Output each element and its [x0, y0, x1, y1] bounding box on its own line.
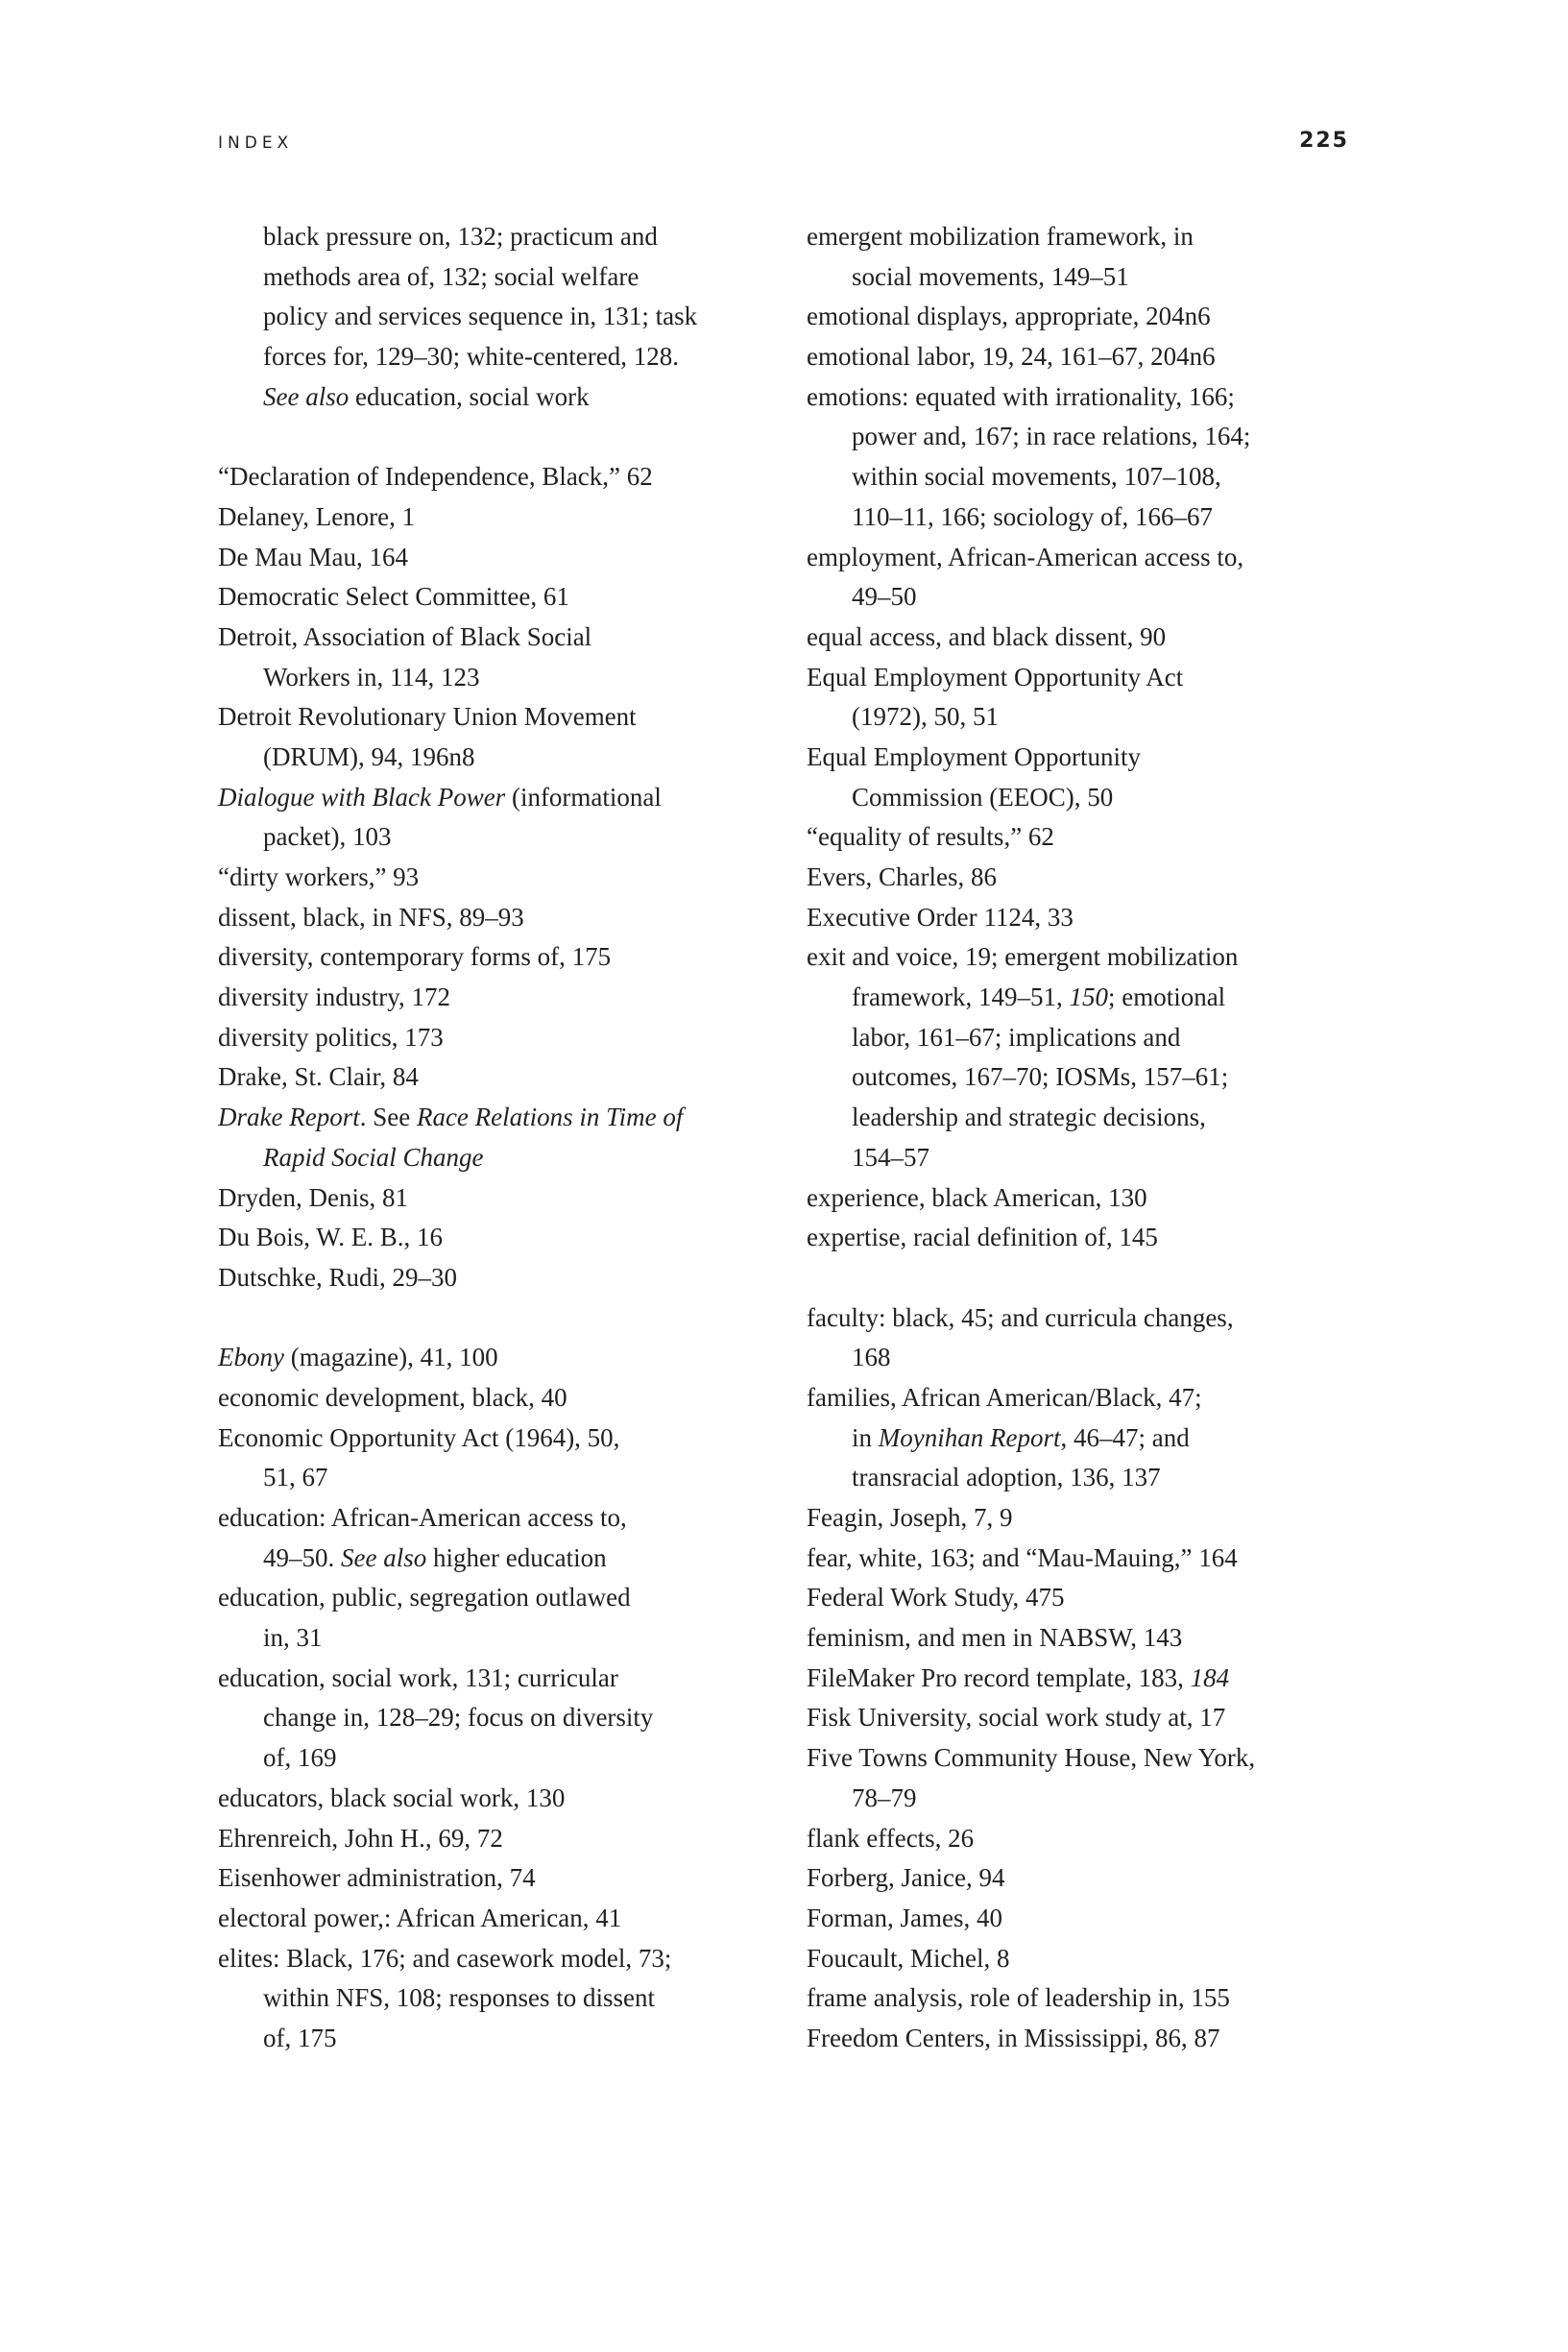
index-entry-continuation-line	[218, 337, 794, 377]
index-entry-continuation-line	[807, 978, 1383, 1018]
index-entry	[218, 1858, 794, 1899]
index-entry-continuation-line	[807, 1018, 1383, 1058]
entry-text: education, social work	[349, 381, 590, 411]
index-entry-continuation-line	[218, 1738, 794, 1779]
index-entry-line	[807, 1659, 1383, 1699]
index-entry-continuation-line	[807, 457, 1383, 497]
entry-text: within NFS, 108; responses to dissent	[263, 1983, 656, 2013]
entry-text: Equal Employment Opportunity	[807, 741, 1141, 771]
entry-text: of, 169	[263, 1743, 337, 1773]
entry-text: 168	[852, 1343, 891, 1372]
index-entry	[218, 1178, 794, 1219]
running-head: INDEX	[218, 133, 294, 153]
index-entry-continuation-line	[807, 1338, 1383, 1378]
index-entry-line	[218, 1218, 794, 1258]
entry-text: in	[852, 1422, 879, 1452]
entry-text: Freedom Centers, in Mississippi, 86, 87	[807, 2023, 1220, 2052]
index-entry	[218, 618, 794, 697]
entry-text: change in, 128–29; focus on diversity	[263, 1703, 654, 1733]
index-entry	[807, 2019, 1383, 2059]
index-entry-line	[218, 538, 794, 578]
index-entry-continuation-line	[807, 417, 1383, 457]
index-entry	[218, 1057, 794, 1098]
index-entry-continuation-line	[218, 2019, 794, 2059]
index-entry-line	[807, 858, 1383, 898]
index-entry	[218, 1939, 794, 2059]
entry-text: methods area of, 132; social welfare	[263, 261, 639, 291]
index-entry-continuation-line	[807, 577, 1383, 618]
index-entry	[218, 978, 794, 1018]
entry-text: education, social work, 131; curricular	[218, 1662, 618, 1692]
entry-text: Federal Work Study, 475	[807, 1583, 1065, 1612]
entry-text: frame analysis, role of leadership in, 155	[807, 1983, 1230, 2013]
entry-text: transracial adoption, 136, 137	[852, 1463, 1161, 1492]
italic-text: Race Relations in Time of	[416, 1103, 684, 1132]
entry-text: Fisk University, social work study at, 17	[807, 1703, 1226, 1733]
entry-text: electoral power,: African American, 41	[218, 1903, 622, 1932]
index-entry	[218, 898, 794, 938]
index-entry	[807, 858, 1383, 898]
index-entry-continuation-line	[807, 1779, 1383, 1819]
index-entry-line	[807, 1819, 1383, 1859]
index-entry	[807, 1858, 1383, 1899]
index-entry-line	[807, 1539, 1383, 1579]
index-entry-line	[807, 1978, 1383, 2019]
index-entry-continuation-line	[218, 658, 794, 698]
entry-text: Equal Employment Opportunity Act	[807, 662, 1184, 691]
entry-text: Evers, Charles, 86	[807, 862, 997, 891]
index-entry-line	[807, 217, 1383, 257]
italic-text: 150	[1069, 982, 1108, 1012]
index-entry-line	[807, 1618, 1383, 1659]
index-entry	[218, 697, 794, 777]
entry-text: Du Bois, W. E. B., 16	[218, 1223, 444, 1252]
index-entry	[807, 1539, 1383, 1579]
index-entry-line	[218, 1578, 794, 1618]
entry-text: black pressure on, 132; practicum and	[263, 222, 658, 251]
index-entry-line	[218, 1858, 794, 1899]
index-entry-line	[218, 978, 794, 1018]
index-entry-line	[807, 898, 1383, 938]
italic-text: 184	[1190, 1662, 1230, 1692]
index-entry-continuation-line	[807, 1057, 1383, 1098]
index-entry-continuation-line	[807, 1098, 1383, 1138]
index-entry	[807, 1298, 1383, 1378]
entry-text: (informational	[505, 782, 662, 812]
index-entry-line	[807, 538, 1383, 578]
index-entry-continuation-line	[807, 778, 1383, 818]
entry-text: within social movements, 107–108,	[852, 462, 1221, 492]
entry-text: Drake, St. Clair, 84	[218, 1062, 419, 1092]
index-entry-line	[807, 1498, 1383, 1539]
index-entry-line	[218, 1098, 794, 1138]
entry-text: Workers in, 114, 123	[263, 662, 480, 691]
entry-text: leadership and strategic decisions,	[852, 1103, 1206, 1132]
index-entry-line	[807, 1178, 1383, 1219]
entry-text: educators, black social work, 130	[218, 1782, 566, 1812]
entry-text: expertise, racial definition of, 145	[807, 1223, 1158, 1252]
index-entry-continuation-line	[218, 377, 794, 418]
entry-text: higher education	[426, 1542, 607, 1572]
index-entry-line	[807, 738, 1383, 778]
entry-text: social movements, 149–51	[852, 261, 1129, 291]
index-entry-line	[807, 1578, 1383, 1618]
entry-text: education: African-American access to,	[218, 1503, 627, 1532]
index-entry-line	[807, 1378, 1383, 1418]
entry-text: ; emotional	[1107, 982, 1226, 1012]
entry-text: education, public, segregation outlawed	[218, 1583, 631, 1612]
entry-text: diversity politics, 173	[218, 1022, 444, 1052]
entry-text: families, African American/Black, 47;	[807, 1382, 1202, 1412]
entry-text: emotional labor, 19, 24, 161–67, 204n6	[807, 342, 1216, 372]
index-entry-continuation-line	[218, 1618, 794, 1659]
entry-text: elites: Black, 176; and casework model, 73;	[218, 1943, 672, 1973]
index-entry	[807, 538, 1383, 618]
index-entry	[218, 1338, 794, 1378]
entry-text: Foucault, Michel, 8	[807, 1943, 1010, 1973]
index-entry	[218, 1258, 794, 1298]
entry-text: of, 175	[263, 2023, 337, 2052]
index-entry	[218, 1578, 794, 1658]
index-entry-line	[218, 697, 794, 738]
index-entry	[807, 1899, 1383, 1939]
entry-text: 51, 67	[263, 1463, 328, 1492]
index-entry	[218, 1378, 794, 1418]
entry-text: . See	[359, 1103, 417, 1132]
index-entry-line	[218, 1498, 794, 1539]
index-entry-line	[218, 1018, 794, 1058]
index-entry	[218, 1018, 794, 1058]
index-entry-line	[807, 937, 1383, 978]
index-entry-line	[807, 2019, 1383, 2059]
index-entry-line	[807, 337, 1383, 377]
index-entry-line	[807, 1698, 1383, 1738]
index-entry	[218, 538, 794, 578]
index-entry	[218, 1659, 794, 1779]
entry-text: (DRUM), 94, 196n8	[263, 741, 475, 771]
entry-text: Economic Opportunity Act (1964), 50,	[218, 1422, 620, 1452]
index-letter-group	[218, 457, 794, 1297]
entry-text: policy and services sequence in, 131; task	[263, 302, 698, 331]
entry-text: De Mau Mau, 164	[218, 542, 408, 571]
index-entry-line	[807, 1218, 1383, 1258]
index-entry	[218, 1218, 794, 1258]
italic-text: Ebony	[218, 1343, 284, 1372]
index-entry-line	[218, 1819, 794, 1859]
index-entry	[807, 898, 1383, 938]
index-entry-line	[807, 1899, 1383, 1939]
italic-text: Drake Report	[218, 1103, 360, 1132]
index-entry-continuation-line	[807, 697, 1383, 738]
entry-text: emergent mobilization framework, in	[807, 222, 1194, 251]
index-entry	[218, 497, 794, 538]
entry-text: exit and voice, 19; emergent mobilization	[807, 942, 1239, 972]
index-entry	[218, 1899, 794, 1939]
index-entry	[807, 1498, 1383, 1539]
entry-text: framework, 149–51,	[852, 982, 1070, 1012]
index-entry-continuation-line	[218, 1138, 794, 1178]
index-entry	[807, 1218, 1383, 1258]
index-entry-continuation-line	[807, 1458, 1383, 1498]
index-entry-line	[218, 1779, 794, 1819]
index-entry-line	[218, 1939, 794, 1979]
index-entry-line	[218, 618, 794, 658]
index-entry-continuation-line	[807, 1138, 1383, 1178]
index-entry-continuation-line	[218, 1698, 794, 1738]
page-number: 225	[1299, 129, 1349, 153]
entry-text: 154–57	[852, 1142, 929, 1172]
index-entry	[807, 1939, 1383, 1979]
entry-text: , 46–47; and	[1060, 1422, 1190, 1452]
index-entry-line	[218, 1178, 794, 1219]
index-entry-continuation-line	[218, 817, 794, 858]
index-entry-line	[218, 858, 794, 898]
entry-text: employment, African-American access to,	[807, 542, 1244, 571]
entry-text: Forberg, Janice, 94	[807, 1863, 1005, 1893]
entry-text: economic development, black, 40	[218, 1382, 567, 1412]
index-entry	[218, 858, 794, 898]
index-entry	[807, 1659, 1383, 1699]
entry-text: fear, white, 163; and “Mau-Mauing,” 164	[807, 1542, 1238, 1572]
index-entry-continuation-line	[807, 497, 1383, 538]
index-entry	[218, 1418, 794, 1498]
entry-text: (1972), 50, 51	[852, 702, 999, 732]
entry-text: emotions: equated with irrationality, 166;	[807, 381, 1235, 411]
index-entry	[807, 337, 1383, 377]
index-entry-line	[218, 898, 794, 938]
index-entry-line	[807, 297, 1383, 337]
entry-text: forces for, 129–30; white-centered, 128.	[263, 342, 680, 372]
index-entry	[218, 577, 794, 618]
index-entry	[807, 297, 1383, 337]
index-entry	[218, 457, 794, 497]
italic-text: Moynihan Report	[878, 1422, 1061, 1452]
index-entry-line	[807, 1738, 1383, 1779]
index-entry-continuation-line	[218, 217, 794, 257]
index-entry-line	[807, 658, 1383, 698]
index-entry-line	[807, 1939, 1383, 1979]
entry-text: dissent, black, in NFS, 89–93	[218, 902, 524, 932]
entry-text: Five Towns Community House, New York,	[807, 1743, 1256, 1773]
index-entry-continuation-line	[218, 738, 794, 778]
italic-text: See also	[263, 381, 350, 411]
entry-text: Feagin, Joseph, 7, 9	[807, 1503, 1013, 1532]
index-entry-line	[807, 817, 1383, 858]
index-entry	[807, 1738, 1383, 1818]
entry-text: faculty: black, 45; and curricula changes,	[807, 1302, 1234, 1332]
italic-text: Rapid Social Change	[263, 1142, 484, 1172]
entry-text: Forman, James, 40	[807, 1903, 1002, 1932]
index-entry-continuation-line	[218, 1458, 794, 1498]
entry-text: Detroit Revolutionary Union Movement	[218, 702, 637, 732]
index-entry-line	[218, 937, 794, 978]
index-entry-line	[218, 457, 794, 497]
index-entry-line	[218, 1378, 794, 1418]
index-letter-group	[807, 217, 1383, 1258]
index-entry-line	[807, 1298, 1383, 1339]
index-entry	[807, 618, 1383, 658]
italic-text: See also	[341, 1542, 427, 1572]
index-entry	[218, 217, 794, 417]
entry-text: diversity industry, 172	[218, 982, 450, 1012]
index-column-right	[807, 217, 1383, 2059]
entry-text: 49–50	[852, 582, 917, 612]
index-entry	[807, 1618, 1383, 1659]
index-entry-line	[218, 1899, 794, 1939]
entry-text: Commission (EEOC), 50	[852, 782, 1114, 812]
entry-text: 49–50.	[263, 1542, 341, 1572]
index-entry	[807, 217, 1383, 297]
entry-text: Dutschke, Rudi, 29–30	[218, 1262, 457, 1292]
entry-text: equal access, and black dissent, 90	[807, 621, 1167, 651]
letter-group-separator	[218, 417, 794, 457]
index-entry	[218, 1779, 794, 1819]
index-entry	[218, 937, 794, 978]
entry-text: emotional displays, appropriate, 204n6	[807, 302, 1211, 331]
entry-text: Eisenhower administration, 74	[218, 1863, 536, 1893]
entry-text: feminism, and men in NABSW, 143	[807, 1623, 1183, 1653]
index-entry-line	[807, 1858, 1383, 1899]
entry-text: 78–79	[852, 1782, 917, 1812]
index-entry	[807, 1819, 1383, 1859]
index-entry-line	[218, 1258, 794, 1298]
entry-text: flank effects, 26	[807, 1823, 975, 1853]
index-letter-group	[807, 1298, 1383, 2059]
index-entry	[218, 778, 794, 858]
entry-text: experience, black American, 130	[807, 1182, 1147, 1212]
index-entry-line	[218, 1338, 794, 1378]
entry-text: Executive Order 1124, 33	[807, 902, 1073, 932]
entry-text: Ehrenreich, John H., 69, 72	[218, 1823, 503, 1853]
index-entry	[218, 1098, 794, 1177]
index-entry	[807, 1978, 1383, 2019]
index-entry	[807, 1378, 1383, 1498]
entry-text: Delaney, Lenore, 1	[218, 501, 416, 531]
entry-text: packet), 103	[263, 822, 392, 852]
index-entry-line	[218, 497, 794, 538]
index-entry	[807, 658, 1383, 738]
entry-text: outcomes, 167–70; IOSMs, 157–61;	[852, 1062, 1229, 1092]
entry-text: 110–11, 166; sociology of, 166–67	[852, 501, 1213, 531]
entry-text: power and, 167; in race relations, 164;	[852, 422, 1251, 451]
entry-text: Dryden, Denis, 81	[218, 1182, 408, 1212]
entry-text: in, 31	[263, 1623, 323, 1653]
index-entry-line	[218, 1057, 794, 1098]
entry-text: labor, 161–67; implications and	[852, 1022, 1181, 1052]
letter-group-separator	[807, 1258, 1383, 1298]
entry-text: “Declaration of Independence, Black,” 62	[218, 462, 653, 492]
index-entry-continuation-line	[218, 1978, 794, 2019]
index-entry-line	[807, 618, 1383, 658]
index-entry-continuation-line	[807, 1418, 1383, 1459]
entry-text: FileMaker Pro record template, 183,	[807, 1662, 1191, 1692]
entry-text: “equality of results,” 62	[807, 822, 1054, 852]
entry-text: Detroit, Association of Black Social	[218, 621, 592, 651]
index-letter-group	[218, 1338, 794, 2058]
entry-text: diversity, contemporary forms of, 175	[218, 942, 612, 972]
index-entry-line	[218, 577, 794, 618]
index-entry	[218, 1498, 794, 1578]
index-entry-line	[218, 778, 794, 818]
index-entry	[218, 1819, 794, 1859]
entry-text: (magazine), 41, 100	[283, 1343, 498, 1372]
index-entry-continuation-line	[218, 297, 794, 337]
index-entry	[807, 738, 1383, 817]
italic-text: Dialogue with Black Power	[218, 782, 506, 812]
index-entry	[807, 937, 1383, 1177]
entry-text: Democratic Select Committee, 61	[218, 582, 569, 612]
entry-text: “dirty workers,” 93	[218, 862, 420, 891]
index-entry-continuation-line	[218, 257, 794, 298]
index-entry	[807, 817, 1383, 858]
index-entry-line	[807, 377, 1383, 418]
index-letter-group	[218, 217, 794, 417]
index-entry-line	[218, 1659, 794, 1699]
index-entry	[807, 1698, 1383, 1738]
index-entry	[807, 377, 1383, 538]
index-entry-continuation-line	[807, 257, 1383, 298]
index-entry	[807, 1178, 1383, 1219]
index-entry	[807, 1578, 1383, 1618]
letter-group-separator	[218, 1298, 794, 1339]
index-entry-line	[218, 1418, 794, 1459]
index-entry-continuation-line	[218, 1539, 794, 1579]
index-column-left	[218, 217, 794, 2059]
